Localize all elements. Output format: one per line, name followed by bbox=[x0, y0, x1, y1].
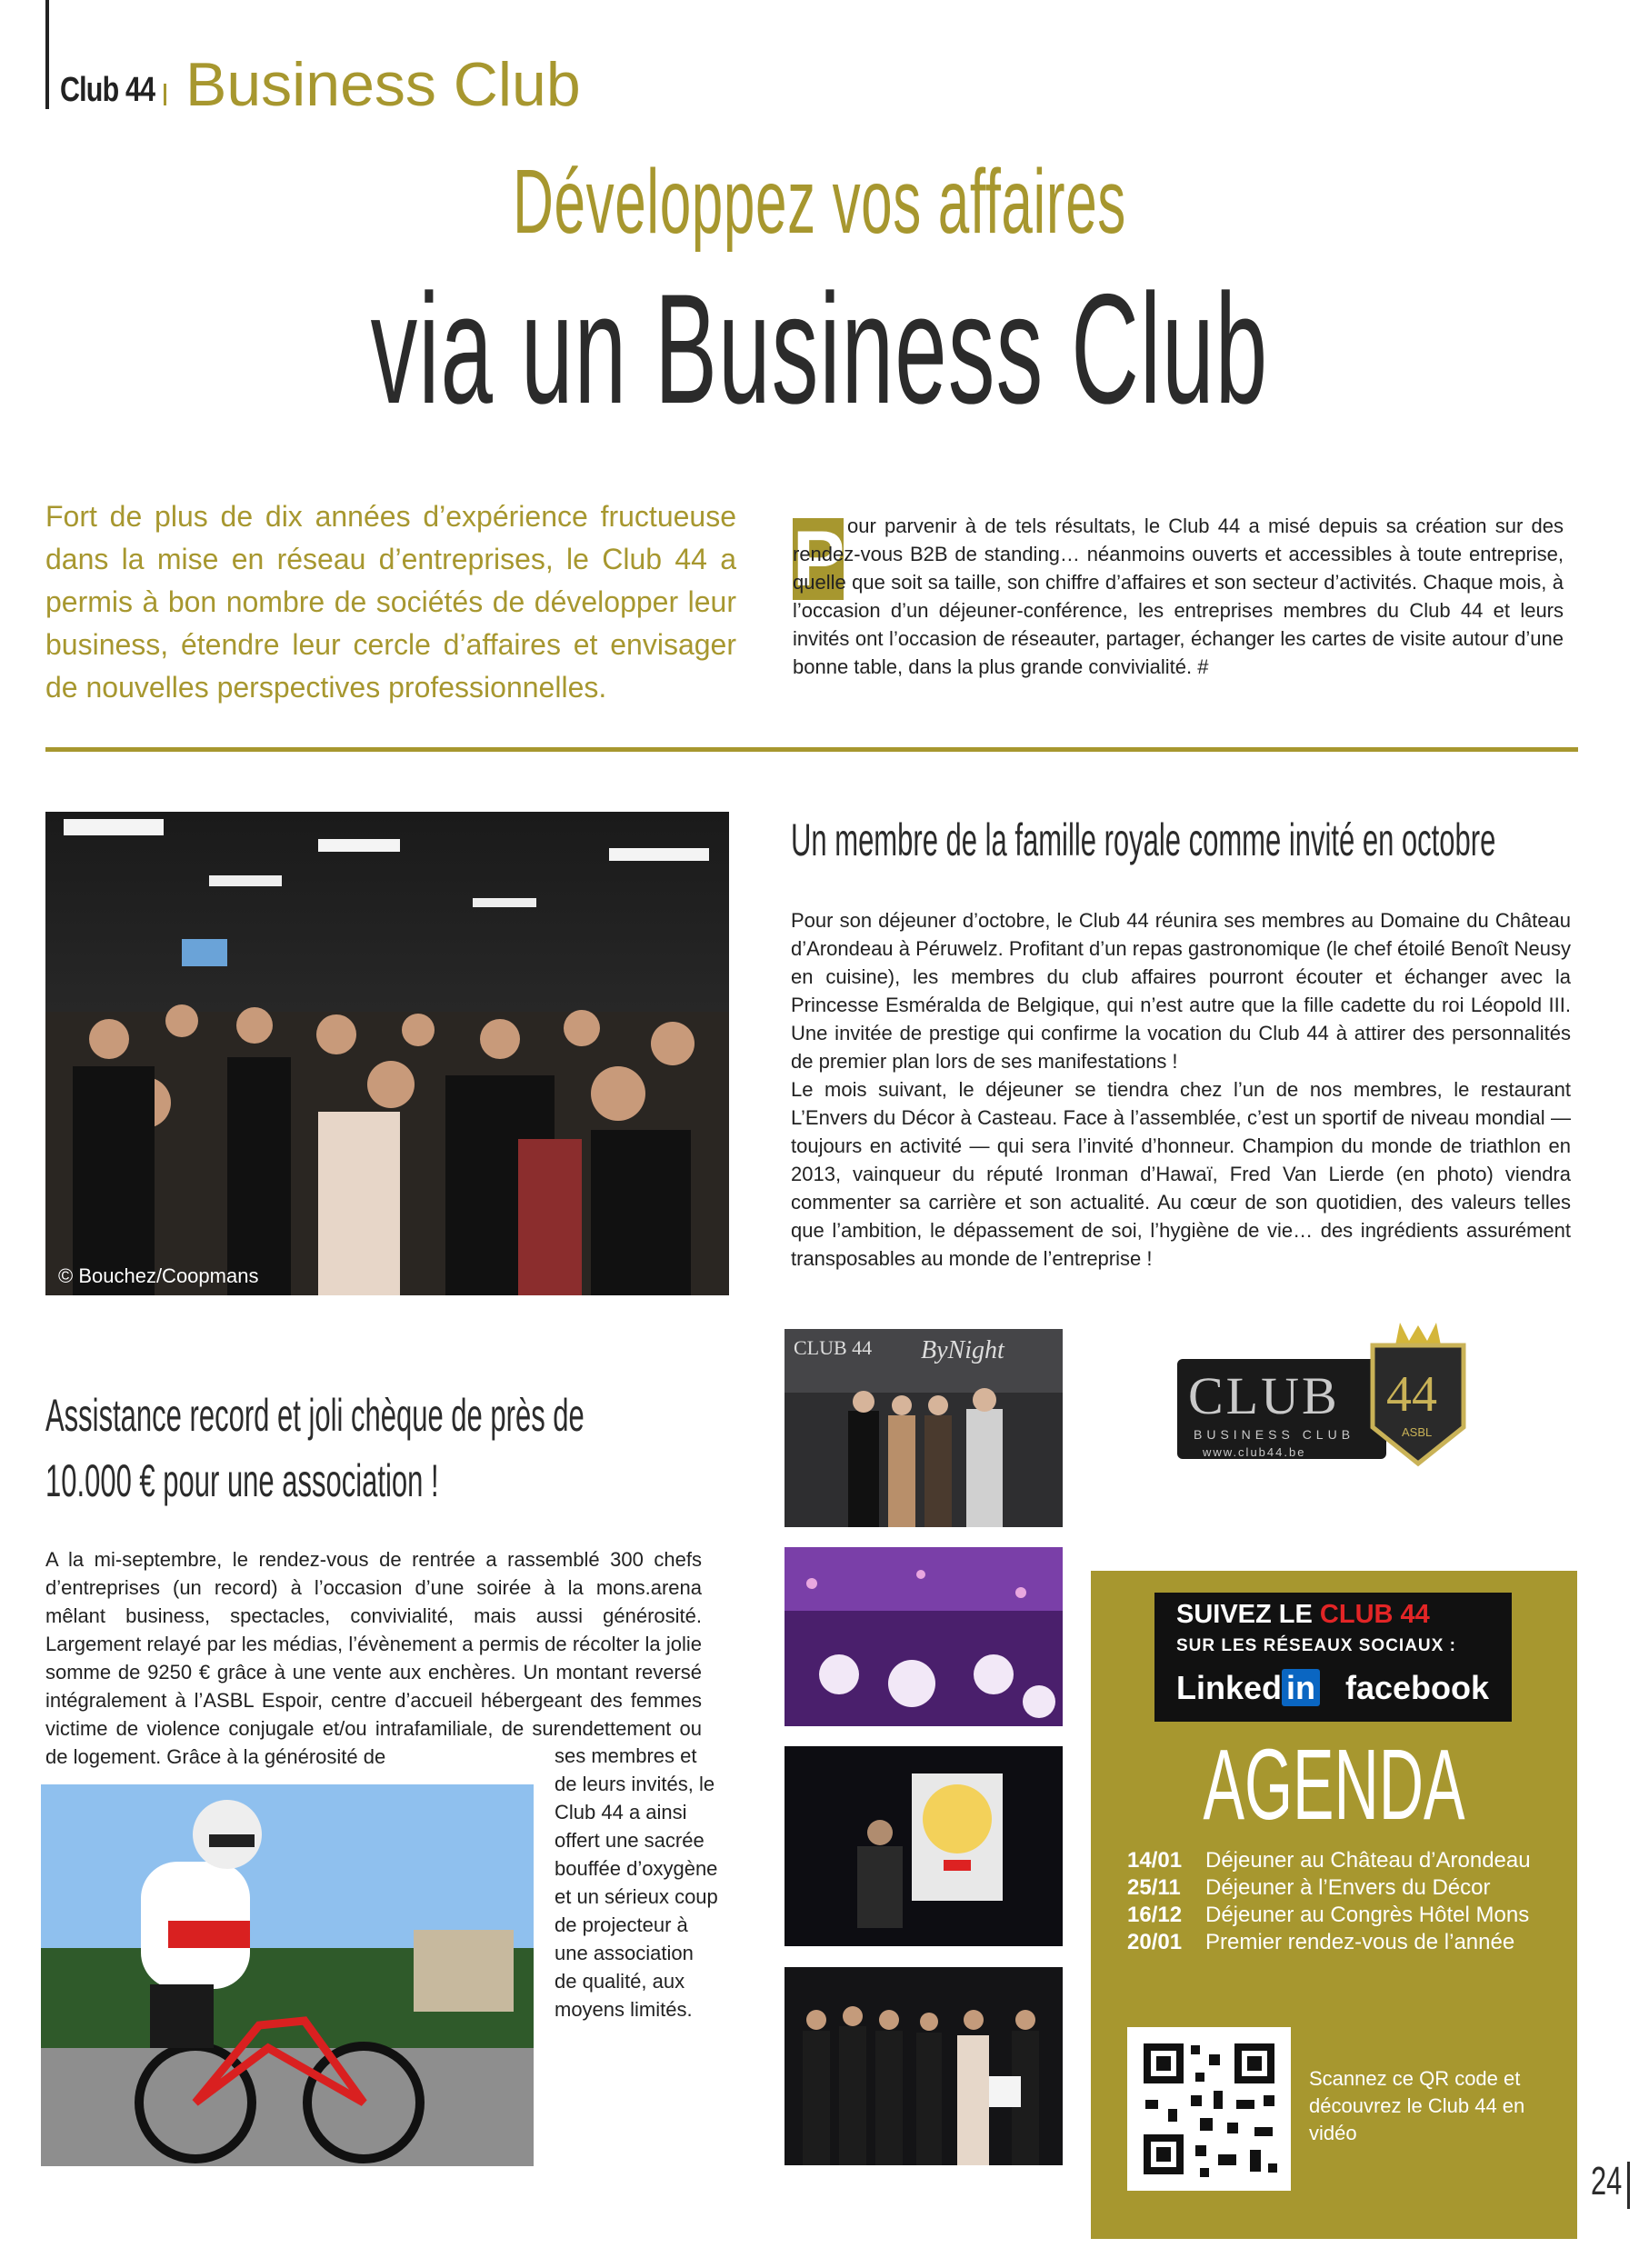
gallery-photo-gala bbox=[785, 1547, 1063, 1726]
linkedin-text: Linked bbox=[1176, 1669, 1283, 1706]
headline-line1: Développez vos affaires bbox=[513, 151, 1126, 253]
page-number-rule bbox=[1627, 2162, 1630, 2209]
agenda-date: 20/01 bbox=[1127, 1930, 1183, 1954]
intro-paragraph bbox=[793, 512, 1564, 681]
gallery-club-label: CLUB 44 bbox=[794, 1336, 873, 1359]
agenda-text: Premier rendez-vous de l’année bbox=[1205, 1930, 1515, 1954]
article1-paragraph-1: Pour son déjeuner d’octobre, le Club 44 réunira ses membres au Domaine du Château d’Arondeau à Péruwelz. Profitant d’un repas gastronomique (le chef étoilé Benoît Neusy en cuisine), les membres du club affaires pourront écouter et échanger avec la Princesse Esméralda de Belgique, qui n’est autre que la fille cadette du roi Léopold III. Une invitée de prestige qui confirme la vocation du Club 44 à attirer des personnalités de premier plan lors de ses manifestations ! bbox=[791, 909, 1571, 1073]
social-line1-brand: CLUB 44 bbox=[1319, 1600, 1430, 1629]
agenda-item bbox=[1127, 1875, 1491, 1901]
header-rule bbox=[45, 0, 49, 109]
brand-separator bbox=[164, 84, 166, 105]
section-divider bbox=[45, 747, 1578, 752]
agenda-text: Déjeuner au Château d’Arondeau bbox=[1205, 1848, 1531, 1873]
qr-code-icon bbox=[1127, 2027, 1291, 2191]
facebook-logo[interactable]: facebook bbox=[1345, 1669, 1490, 1706]
social-banner bbox=[1154, 1593, 1512, 1722]
article2-body-column: ses membres et de leurs invités, le Club 44 a ainsi offert une sacrée bouffée d’oxygène et un sérieux coup de projecteur à une association de qualité, aux moyens limités. bbox=[555, 1744, 718, 2021]
brand-small: Club 44 bbox=[60, 71, 155, 109]
agenda-item bbox=[1127, 1848, 1531, 1873]
headline-line2: via un Business Club bbox=[370, 262, 1269, 436]
gallery-photo-painter-art bbox=[785, 1746, 1063, 1946]
article1-title: Un membre de la famille royale comme invité en octobre bbox=[791, 814, 1496, 865]
logo-url: www.club44.be bbox=[1203, 1445, 1306, 1459]
club44-logo bbox=[1177, 1318, 1504, 1473]
article1-paragraph-2: Le mois suivant, le déjeuner se tiendra chez l’un de nos membres, le restaurant L’Envers du Décor à Casteau. Face à l’assemblée, c’est un sportif de niveau mondial — toujours en activité — qui sera l’invité d’honneur. Champion du monde de triathlon en 2013, vainqueur du réputé Ironman d’Hawaï, Fred Van Lierde (en photo) viendra commenter sa carrière et son actualité. Au cœur de son quotidien, des valeurs telles que l’ambition, le dépassement de soi, l’hygiène de vie… des ingrédients assurément transposables au monde de l’entreprise ! bbox=[791, 1078, 1571, 1270]
social-line2: SUR LES RÉSEAUX SOCIAUX : bbox=[1176, 1636, 1456, 1655]
page-number: 24 bbox=[1591, 2159, 1623, 2203]
linkedin-logo[interactable] bbox=[1176, 1669, 1320, 1707]
logo-number: 44 bbox=[1386, 1366, 1437, 1423]
intro-paragraph-text: our parvenir à de tels résultats, le Club 44 a misé depuis sa création sur des rendez-vous B2B de standing… néanmoins ouverts et accessibles à toute entreprise, quelle que soit sa taille, son chiffre d’affaires et son secteur d’activités. Chaque mois, à l’occasion d’un déjeuner-conférence, les entreprises membres du Club 44 et leurs invités ont l’occasion de réseauter, partager, échanger les cartes de visite autour d’une bonne table, dans la plus grande convivialité. # bbox=[793, 515, 1564, 678]
linkedin-in-icon: in bbox=[1282, 1669, 1320, 1706]
gallery-bynight-label: ByNight bbox=[921, 1336, 1004, 1364]
cyclist-photo bbox=[41, 1784, 534, 2166]
agenda-text: Déjeuner au Congrès Hôtel Mons bbox=[1205, 1903, 1530, 1927]
cyclist-photo-art bbox=[41, 1784, 534, 2166]
gallery-photo-gala-art bbox=[785, 1547, 1063, 1726]
agenda-text: Déjeuner à l’Envers du Décor bbox=[1205, 1875, 1491, 1900]
agenda-date: 16/12 bbox=[1127, 1903, 1183, 1927]
qr-code[interactable] bbox=[1127, 2027, 1291, 2191]
gallery-photo-bynight bbox=[785, 1329, 1063, 1527]
brand-business-club: Business Club bbox=[185, 50, 581, 119]
social-line1 bbox=[1176, 1600, 1430, 1630]
photo-credit: © Bouchez/Coopmans bbox=[58, 1264, 259, 1287]
agenda-date: 25/11 bbox=[1127, 1875, 1181, 1900]
gallery-photo-cheque bbox=[785, 1967, 1063, 2165]
networking-photo-art bbox=[45, 812, 729, 1295]
agenda-item bbox=[1127, 1930, 1514, 1955]
article2-title-line1: Assistance record et joli chèque de près de bbox=[45, 1390, 585, 1441]
gallery-photo-cheque-art bbox=[785, 1967, 1063, 2165]
qr-caption: Scannez ce QR code et découvrez le Club 44 en vidéo bbox=[1309, 2067, 1525, 2144]
social-line1-prefix: SUIVEZ LE bbox=[1176, 1600, 1320, 1629]
agenda-item bbox=[1127, 1903, 1529, 1928]
logo-asbl: ASBL bbox=[1402, 1425, 1433, 1439]
agenda-title: AGENDA bbox=[1203, 1729, 1465, 1841]
article2-body-top: A la mi-septembre, le rendez-vous de rentrée a rassemblé 300 chefs d’entreprises (un record) à l’occasion d’une soirée à la mons.arena mêlant business, spectacles, convivialité, mais aussi générosité. Largement relayé par les médias, l’évènement a permis de récolter la jolie somme de 9250 € grâce à une vente aux enchères. Un montant reversé intégralement à l’ASBL Espoir, centre d’accueil hébergeant des femmes victime de violence conjugale et/ou intrafamiliale, de surendettement ou de logement. Grâce à la générosité de bbox=[45, 1548, 702, 1768]
drop-cap: P bbox=[793, 515, 845, 603]
article1-body bbox=[791, 906, 1571, 1273]
article2-title-line2: 10.000 € pour une association ! bbox=[45, 1455, 439, 1506]
agenda-date: 14/01 bbox=[1127, 1848, 1183, 1873]
logo-subtitle: BUSINESS CLUB bbox=[1194, 1427, 1355, 1442]
logo-club-word: CLUB bbox=[1188, 1366, 1340, 1425]
intro-lead: Fort de plus de dix années d’expérience fructueuse dans la mise en réseau d’entreprises, le Club 44 a permis à bon nombre de sociétés de développer leur business, étendre leur cercle d’affaires et envisager de nouvelles perspectives professionnelles. bbox=[45, 500, 736, 704]
networking-photo bbox=[45, 812, 729, 1295]
gallery-photo-painter bbox=[785, 1746, 1063, 1946]
